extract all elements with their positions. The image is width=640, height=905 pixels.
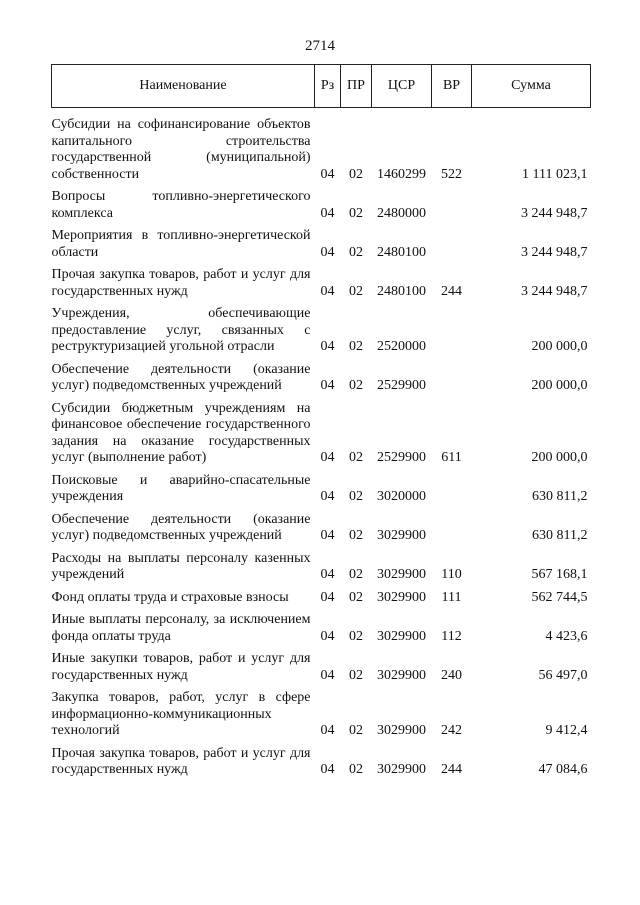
table-row [52,222,591,261]
cell-pr: 02 [349,528,363,543]
cell-pr: 02 [349,589,363,605]
table-row [52,684,591,740]
table-row [52,183,591,222]
cell-rz: 04 [320,762,335,777]
table-row [52,545,591,584]
page-number: 2714 [305,38,335,54]
table-row [52,356,591,395]
cell-csr: 2480000 [377,205,426,221]
cell-name: Прочая закупка товаров, работ и услуг для государственных нужд [51,745,311,777]
cell-sum: 200 000,0 [531,450,588,465]
cell-sum: 567 168,1 [531,567,588,582]
cell-pr: 02 [349,244,363,260]
cell-name: Иные выплаты персоналу, за исключением фонда оплаты труда [51,612,311,644]
cell-name: Субсидии на софинансирование объектов капитального строительства государственной (муниципальной) собственности [51,117,311,182]
cell-sum: 1 111 023,1 [522,166,588,182]
cell-vr: 244 [441,762,462,777]
cell-rz: 04 [320,283,335,299]
cell-name: Поисковые и аварийно-спасательные учреждения [51,472,311,504]
cell-csr: 3020000 [377,489,426,504]
table-row [52,300,591,356]
cell-rz: 04 [320,450,335,465]
cell-csr: 3029900 [377,628,426,644]
cell-rz: 04 [320,166,335,182]
cell-sum: 3 244 948,7 [521,244,588,260]
cell-pr: 02 [349,166,363,182]
cell-csr: 1460299 [377,166,426,182]
cell-vr: 242 [441,723,462,738]
cell-name: Вопросы топливно-энергетического комплекса [51,189,311,221]
cell-pr: 02 [349,723,363,738]
cell-csr: 3029900 [377,762,426,777]
header-pr: ПР [341,65,372,108]
header-csr: ЦСР [372,65,432,108]
cell-pr: 02 [349,489,363,504]
cell-name: Мероприятия в топливно-энергетической области [51,228,311,260]
cell-rz: 04 [320,378,335,393]
cell-name: Субсидии бюджетным учреждениям на финансовое обеспечение государственного задания на оказание государственных услуг (выполнение работ) [51,400,311,465]
cell-csr: 2520000 [377,339,426,354]
cell-sum: 562 744,5 [531,589,588,605]
cell-sum: 630 811,2 [532,489,588,504]
table-row [52,467,591,506]
header-sum: Сумма [472,65,591,108]
cell-pr: 02 [349,450,363,465]
cell-vr: 111 [441,589,462,605]
cell-csr: 3029900 [377,723,426,738]
cell-pr: 02 [349,567,363,582]
table-row [52,584,591,607]
cell-pr: 02 [349,628,363,644]
budget-table [51,64,591,779]
cell-sum: 3 244 948,7 [521,205,588,221]
cell-sum: 4 423,6 [545,628,588,644]
cell-pr: 02 [349,667,363,683]
cell-vr [432,300,472,356]
cell-name: Обеспечение деятельности (оказание услуг) подведомственных учреждений [51,361,311,393]
cell-rz: 04 [320,667,335,683]
cell-name: Учреждения, обеспечивающие предоставление услуг, связанных с реструктуризацией угольной отрасли [51,306,311,354]
header-vr: ВР [432,65,472,108]
cell-sum: 9 412,4 [545,723,588,738]
table-header [52,65,591,108]
cell-name: Прочая закупка товаров, работ и услуг для государственных нужд [51,267,311,299]
cell-sum: 200 000,0 [531,378,588,393]
cell-sum: 3 244 948,7 [521,283,588,299]
table-row [52,645,591,684]
cell-vr: 244 [441,283,462,299]
cell-vr: 112 [441,628,462,644]
table-row [52,606,591,645]
cell-rz: 04 [320,489,335,504]
cell-name: Фонд оплаты труда и страховые взносы [51,589,289,605]
cell-pr: 02 [349,762,363,777]
cell-sum: 200 000,0 [531,339,588,354]
table-row [52,395,591,467]
cell-pr: 02 [349,378,363,393]
cell-rz: 04 [320,528,335,543]
cell-csr: 2529900 [377,450,426,465]
table-row [52,108,591,184]
cell-name: Обеспечение деятельности (оказание услуг) подведомственных учреждений [51,511,311,543]
cell-vr: 611 [441,450,462,465]
cell-rz: 04 [320,205,335,221]
cell-name: Расходы на выплаты персоналу казенных учреждений [51,550,311,582]
table-row [52,740,591,779]
cell-name: Закупка товаров, работ, услуг в сфере информационно-коммуникационных технологий [51,690,311,738]
cell-csr: 3029900 [377,528,426,543]
cell-csr: 2480100 [377,283,426,299]
cell-sum: 56 497,0 [538,667,588,683]
header-rz: Рз [315,65,341,108]
cell-pr: 02 [349,339,363,354]
cell-vr: 110 [441,567,462,582]
table-row [52,506,591,545]
header-name: Наименование [52,65,315,108]
cell-rz: 04 [320,244,335,260]
cell-rz: 04 [320,339,335,354]
cell-vr: 240 [441,667,462,683]
cell-vr: 522 [441,166,462,182]
cell-csr: 2480100 [377,244,426,260]
cell-csr: 3029900 [377,589,426,605]
cell-name: Иные закупки товаров, работ и услуг для государственных нужд [51,651,311,683]
cell-vr [432,356,472,395]
cell-vr [432,183,472,222]
cell-vr [432,467,472,506]
cell-rz: 04 [320,589,335,605]
cell-pr: 02 [349,205,363,221]
table-row [52,261,591,300]
cell-csr: 3029900 [377,567,426,582]
cell-vr [432,222,472,261]
cell-pr: 02 [349,283,363,299]
cell-csr: 3029900 [377,667,426,683]
cell-rz: 04 [320,723,335,738]
cell-sum: 47 084,6 [538,762,588,777]
cell-sum: 630 811,2 [532,528,588,543]
cell-csr: 2529900 [377,378,426,393]
cell-rz: 04 [320,567,335,582]
cell-rz: 04 [320,628,335,644]
table-body [52,108,591,779]
cell-vr [432,506,472,545]
